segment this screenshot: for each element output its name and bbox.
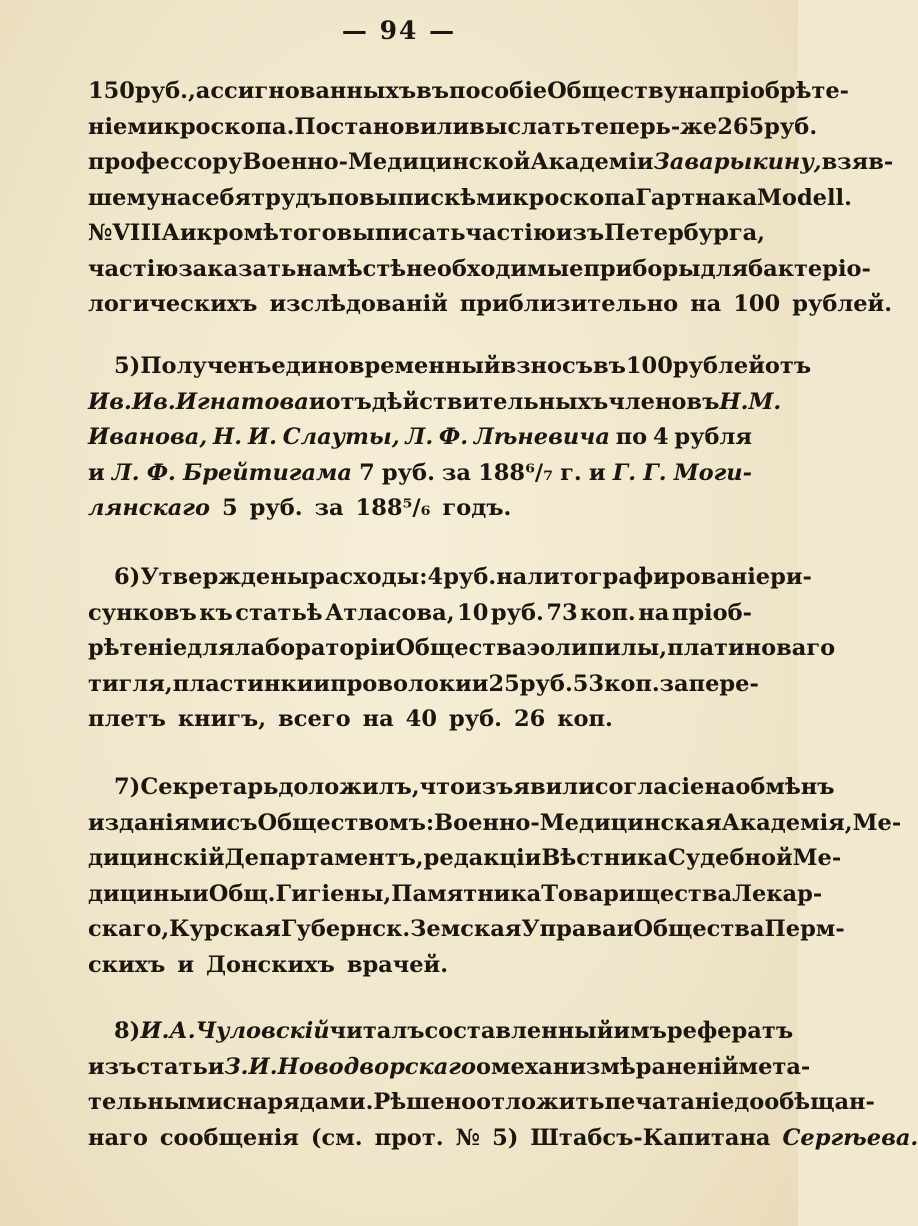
word: Modell.	[757, 184, 852, 211]
word: Ив.	[131, 388, 176, 415]
text-line	[88, 491, 752, 527]
text-line	[88, 631, 836, 667]
word: статьи	[136, 1053, 225, 1080]
word: Управа	[521, 916, 617, 942]
word: до	[734, 1089, 765, 1115]
word: руб.	[764, 113, 818, 140]
word: лянскаго	[88, 495, 210, 521]
word: изъявили	[465, 774, 595, 800]
word: шему	[88, 184, 161, 211]
word: снарядами.	[222, 1089, 374, 1115]
text-line	[88, 596, 752, 632]
word: Штабсъ-Капитана	[530, 1124, 771, 1151]
word: 10	[457, 599, 489, 626]
word: Ив.	[88, 388, 132, 415]
word: Академіи	[530, 149, 654, 175]
word: о	[475, 1053, 491, 1080]
word: въ	[593, 353, 626, 379]
word: Н.	[719, 388, 749, 415]
text-line	[88, 287, 893, 323]
word: читалъ	[329, 1018, 425, 1044]
word: пріоб-	[671, 599, 752, 626]
word: Слауты,	[282, 424, 400, 450]
word: и	[177, 951, 195, 978]
word: изслѣдованій	[269, 291, 448, 317]
text-line	[88, 456, 752, 492]
word: на	[496, 564, 528, 590]
word: Н.	[212, 424, 243, 450]
word: Г.	[612, 459, 637, 486]
text-line	[88, 841, 842, 877]
word: Атласова,	[325, 599, 455, 626]
word: Петербурга,	[604, 220, 766, 246]
word: руб.,	[134, 78, 196, 104]
word: всего	[278, 706, 351, 732]
word: коп.	[604, 670, 660, 697]
word: на	[296, 255, 328, 282]
word: М.	[748, 388, 782, 415]
text-line	[88, 770, 835, 806]
word: изъ	[88, 1053, 137, 1080]
word: въ	[416, 78, 449, 104]
word: Г.	[643, 459, 667, 486]
word: заказать	[178, 255, 297, 282]
word: выписать	[336, 220, 466, 246]
word: скихъ	[88, 951, 166, 978]
word: скаго,	[88, 916, 170, 942]
text-line	[88, 110, 818, 146]
word: 188⁶/₇	[478, 459, 554, 486]
word: руб.	[381, 459, 435, 486]
word: обмѣнъ	[735, 774, 835, 800]
word: и	[313, 670, 331, 697]
text-line	[88, 667, 759, 703]
word: сообщенія	[159, 1124, 299, 1151]
word: членовъ	[608, 388, 720, 415]
word: книгъ,	[177, 706, 267, 732]
word: Иванова,	[88, 424, 208, 450]
word: 100	[733, 291, 781, 317]
word: Ме-	[852, 809, 902, 836]
word: Академія,	[721, 809, 853, 836]
word: и	[616, 916, 634, 942]
word: за	[659, 670, 689, 697]
word: расходы:	[309, 564, 428, 590]
word: Памятника	[391, 880, 542, 907]
word: №	[455, 1124, 481, 1151]
word: и	[88, 459, 105, 486]
word: 53	[572, 670, 605, 697]
word: И.	[248, 1053, 278, 1080]
word: Военно-Медицинской	[242, 149, 531, 175]
text-line	[88, 216, 766, 252]
word: составленный	[424, 1018, 614, 1044]
word: за	[442, 459, 471, 486]
word: Вѣстника	[541, 845, 668, 871]
word: Л.	[111, 459, 140, 486]
word: 8)	[114, 1018, 141, 1044]
word: 4	[652, 424, 669, 450]
text-line	[88, 349, 812, 385]
word: пособіе	[449, 78, 548, 104]
word: отложить	[476, 1089, 605, 1115]
word: Земская	[410, 916, 522, 942]
text-line	[88, 385, 782, 421]
word: механизмѣ	[491, 1053, 636, 1080]
word: пере-	[688, 670, 759, 697]
word: 265	[717, 113, 765, 140]
word: профессору	[88, 149, 243, 175]
text-line	[88, 877, 823, 913]
word: Ф.	[146, 459, 176, 486]
word: Брейтигама	[183, 459, 353, 486]
word: логическихъ	[88, 291, 258, 317]
word: Военно-Медицинская	[434, 809, 722, 836]
word: съ	[226, 809, 258, 836]
paragraph-5	[88, 349, 812, 527]
word: 26	[513, 706, 546, 732]
word: тигля,	[88, 670, 173, 697]
word: 5)	[114, 353, 141, 379]
word: наго	[88, 1124, 148, 1151]
word: Чуловскій	[195, 1018, 330, 1044]
word: Обществу	[547, 78, 679, 104]
word: руб.	[249, 495, 303, 521]
word: на	[638, 599, 670, 626]
word: Моги-	[673, 459, 752, 486]
word: плетъ	[88, 706, 166, 732]
word: доложилъ,	[278, 774, 420, 800]
word: микроскопа.	[127, 113, 295, 140]
word: частію	[88, 255, 179, 282]
word: что	[419, 774, 466, 800]
word: И.	[140, 1018, 170, 1044]
word: мета-	[738, 1053, 811, 1080]
word: Ме-	[792, 845, 842, 871]
word: Гигіены,	[275, 880, 392, 907]
word: Л.	[405, 424, 434, 450]
text-line	[88, 252, 871, 288]
word: пріобрѣте-	[709, 78, 849, 104]
word: кромѣ	[196, 220, 279, 246]
word: З.	[224, 1053, 249, 1080]
word: (см.	[310, 1124, 363, 1151]
word: 7)	[114, 774, 141, 800]
text-line	[88, 1014, 794, 1050]
word: руб.	[519, 670, 573, 697]
word: прот.	[374, 1124, 444, 1151]
paragraph-6	[88, 560, 836, 738]
word: мѣстѣ	[327, 255, 407, 282]
word: рублей	[672, 353, 765, 379]
word: Судебной	[667, 845, 793, 871]
word: и	[179, 220, 197, 246]
word: на	[160, 184, 192, 211]
word: сунковъ	[88, 599, 197, 626]
word: пластинки	[172, 670, 314, 697]
word: Курская	[169, 916, 281, 942]
word: рефератъ	[666, 1018, 794, 1044]
word: эолипилы,	[526, 635, 668, 661]
word: изъ	[555, 220, 605, 246]
word: 73	[546, 599, 578, 626]
word: Утверждены	[140, 564, 310, 590]
word: Департаментъ,	[224, 845, 424, 871]
word: изданіями	[88, 809, 227, 836]
word: А.	[169, 1018, 196, 1044]
word: на	[362, 706, 394, 732]
word: 7	[359, 459, 375, 486]
word: взяв-	[821, 149, 894, 175]
word: Губернск.	[280, 916, 411, 942]
word: 150	[88, 78, 135, 104]
text-line	[88, 1121, 918, 1157]
word: къ	[199, 599, 233, 626]
text-line	[88, 181, 852, 217]
word: имъ	[613, 1018, 667, 1044]
word: приборы	[583, 255, 701, 282]
word: и	[588, 459, 606, 486]
word: 100	[625, 353, 673, 379]
word: за	[314, 495, 344, 521]
word: Общ.	[208, 880, 276, 907]
word: выслать	[469, 113, 581, 140]
word: 40	[405, 706, 437, 732]
text-line	[88, 560, 812, 596]
page-number: — 94 —	[341, 16, 457, 45]
word: Лекар-	[732, 880, 823, 907]
word: выпискѣ	[359, 184, 477, 211]
word: И.	[247, 424, 277, 450]
text-line	[88, 912, 845, 948]
word: и	[471, 670, 489, 697]
word: Товарищества	[541, 880, 733, 907]
word: А	[161, 220, 180, 246]
word: Полученъ	[140, 353, 272, 379]
word: статьѣ	[235, 599, 323, 626]
word: по	[615, 424, 648, 450]
word: печатаніе	[604, 1089, 735, 1115]
word: взносъ	[500, 353, 593, 379]
word: VIII	[112, 220, 162, 246]
word: Рѣшено	[373, 1089, 477, 1115]
word: по	[327, 184, 359, 211]
text-line	[88, 74, 849, 110]
word: руб.	[448, 706, 502, 732]
word: Ф.	[438, 424, 469, 450]
word: коп.	[580, 599, 636, 626]
word: 25	[488, 670, 520, 697]
text-line	[88, 948, 752, 984]
word: на	[704, 774, 736, 800]
word: Лѣневича	[473, 424, 610, 450]
word: Постановили	[294, 113, 470, 140]
word: Гартнака	[635, 184, 758, 211]
text-line	[88, 702, 752, 738]
word: частію	[465, 220, 556, 246]
text-line	[88, 145, 894, 181]
word: литографированіе	[527, 564, 771, 590]
word: Заварыкину,	[653, 149, 822, 175]
word: Общества	[633, 916, 765, 942]
paragraph-8	[88, 1014, 918, 1156]
word: Перм-	[764, 916, 845, 942]
word: дицинскій	[88, 845, 225, 871]
word: Игнатова	[175, 388, 309, 415]
word: г.	[560, 459, 582, 486]
word: Новодворскаго	[277, 1053, 476, 1080]
word: отъ	[764, 353, 812, 379]
word: того	[278, 220, 337, 246]
word: 6)	[114, 564, 141, 590]
word: теперь-же	[580, 113, 718, 140]
text-line	[88, 1085, 875, 1121]
word: рублей.	[792, 291, 893, 317]
word: и	[192, 880, 209, 907]
word: Донскихъ	[206, 951, 335, 978]
word: коп.	[557, 706, 613, 732]
word: бактеріо-	[748, 255, 871, 282]
word: рѣтеніе	[88, 635, 188, 661]
word: согласіе	[594, 774, 705, 800]
word: 4	[427, 564, 444, 590]
word: тельными	[88, 1089, 223, 1115]
word: для	[187, 635, 235, 661]
paragraph-4-continuation	[88, 74, 894, 323]
word: микроскопа	[476, 184, 636, 211]
word: 5)	[492, 1124, 519, 1151]
word: 188⁵/₆	[355, 495, 431, 521]
text-line	[88, 420, 752, 456]
word: себя	[191, 184, 252, 211]
word: годъ.	[442, 495, 512, 521]
word: проволоки	[330, 670, 472, 697]
word: отъ	[325, 388, 372, 415]
word: Секретарь	[140, 774, 279, 800]
word: руб.	[490, 599, 544, 626]
word: платиноваго	[667, 635, 836, 661]
word: ри-	[770, 564, 812, 590]
word: для	[700, 255, 749, 282]
paragraph-7	[88, 770, 902, 983]
word: дѣйствительныхъ	[371, 388, 609, 415]
word: на	[678, 78, 710, 104]
word: дицины	[88, 880, 193, 907]
word: 5	[221, 495, 238, 521]
word: Обществомъ:	[257, 809, 435, 836]
word: ассигнованныхъ	[195, 78, 417, 104]
word: ніе	[88, 113, 128, 140]
word: рубля	[674, 424, 752, 450]
word: Общества	[395, 635, 527, 661]
word: раненій	[635, 1053, 739, 1080]
word: руб.	[443, 564, 497, 590]
word: лабораторіи	[234, 635, 396, 661]
word: врачей.	[346, 951, 449, 978]
word: обѣщан-	[764, 1089, 875, 1115]
word: №	[88, 220, 113, 246]
text-line	[88, 806, 902, 842]
word: необходимые	[406, 255, 584, 282]
word: трудъ	[251, 184, 328, 211]
text-line	[88, 1050, 811, 1086]
word: на	[690, 291, 722, 317]
word: приблизительно	[459, 291, 679, 317]
word: единовременный	[271, 353, 501, 379]
word: Сергѣева.	[782, 1124, 918, 1151]
word: и	[308, 388, 326, 415]
word: редакціи	[423, 845, 542, 871]
